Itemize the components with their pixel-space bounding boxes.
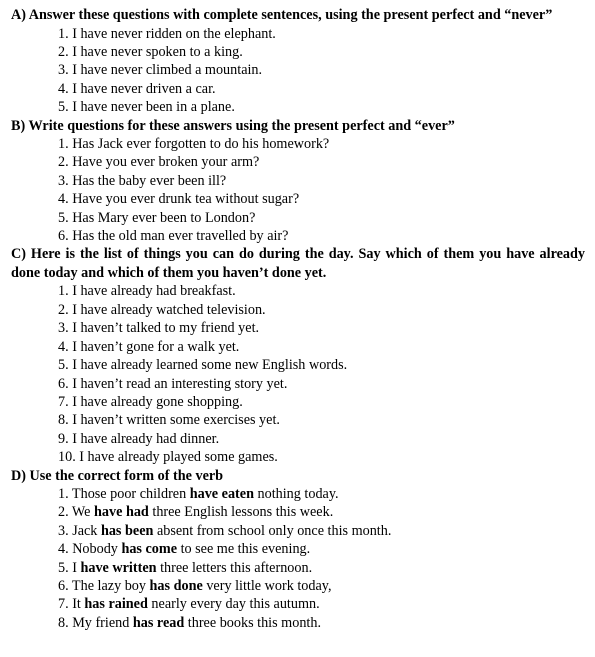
sentence-end: nothing today. — [253, 486, 339, 503]
list-item: 9. I have already had dinner. — [58, 430, 220, 447]
verb-answer: has read — [132, 614, 185, 631]
list-item: 3. I haven’t talked to my friend yet. — [58, 320, 260, 337]
list-item — [58, 485, 585, 503]
verb-answer: has done — [149, 578, 203, 595]
section-d-heading: D) Use the correct form of the verb — [11, 467, 224, 484]
list-item: 8. I haven’t written some exercises yet. — [58, 412, 280, 429]
sentence-start: 1. Those poor children — [58, 486, 190, 503]
verb-answer: have eaten — [189, 486, 254, 503]
list-item: 4. Have you ever drunk tea without sugar? — [58, 191, 300, 208]
list-item: 1. I have never ridden on the elephant. — [58, 25, 276, 42]
list-item: 3. I have never climbed a mountain. — [58, 62, 263, 79]
list-item: 6. I haven’t read an interesting story yet. — [58, 375, 288, 392]
section-a-list — [11, 25, 585, 117]
list-item: 5. Has Mary ever been to London? — [58, 209, 256, 226]
sentence-start: 8. My friend — [58, 614, 133, 631]
verb-answer: has rained — [84, 596, 148, 613]
list-item: 1. Has Jack ever forgotten to do his homework? — [58, 136, 330, 153]
list-item — [58, 503, 585, 521]
sentence-end: three letters this afternoon. — [156, 559, 313, 576]
list-item: 5. I have already learned some new English words. — [58, 357, 348, 374]
list-item — [58, 540, 585, 558]
sentence-start: 6. The lazy boy — [58, 578, 150, 595]
list-item: 5. I have never been in a plane. — [58, 99, 235, 116]
sentence-start: 4. Nobody — [58, 541, 122, 558]
list-item: 2. I have already watched television. — [58, 301, 266, 318]
sentence-end: three books this month. — [184, 614, 321, 631]
list-item — [58, 522, 585, 540]
list-item: 6. Has the old man ever travelled by air? — [58, 228, 289, 245]
list-item — [58, 577, 585, 595]
sentence-start: 5. I — [58, 559, 81, 576]
list-item: 1. I have already had breakfast. — [58, 283, 236, 300]
sentence-start: 3. Jack — [58, 522, 101, 539]
verb-answer: have had — [94, 504, 149, 521]
section-d-list — [11, 485, 585, 632]
list-item — [58, 595, 585, 613]
section-c-list — [11, 282, 585, 466]
list-item: 4. I have never driven a car. — [58, 80, 216, 97]
list-item: 10. I have already played some games. — [58, 449, 278, 466]
list-item: 2. Have you ever broken your arm? — [58, 154, 260, 171]
sentence-start: 7. It — [58, 596, 85, 613]
sentence-end: very little work today, — [202, 578, 332, 595]
verb-answer: have written — [80, 559, 157, 576]
list-item: 7. I have already gone shopping. — [58, 393, 243, 410]
sentence-end: nearly every day this autumn. — [147, 596, 320, 613]
verb-answer: has been — [100, 522, 154, 539]
list-item — [58, 614, 585, 632]
list-item — [58, 559, 585, 577]
section-a-heading: A) Answer these questions with complete sentences, using the present perfect and “never” — [11, 7, 553, 23]
verb-answer: has come — [121, 541, 178, 558]
sentence-end: absent from school only once this month. — [153, 522, 392, 539]
section-b-list — [11, 135, 585, 245]
section-b-heading: B) Write questions for these answers using the present perfect and “ever” — [11, 117, 455, 134]
sentence-start: 2. We — [58, 504, 95, 521]
sentence-end: three English lessons this week. — [148, 504, 334, 521]
list-item: 4. I haven’t gone for a walk yet. — [58, 338, 240, 355]
list-item: 2. I have never spoken to a king. — [58, 43, 243, 60]
section-c-heading: C) Here is the list of things you can do during the day. Say which of them you have already done today and which of them you haven’t done yet. — [11, 246, 585, 281]
list-item: 3. Has the baby ever been ill? — [58, 172, 227, 189]
sentence-end: to see me this evening. — [177, 541, 311, 558]
